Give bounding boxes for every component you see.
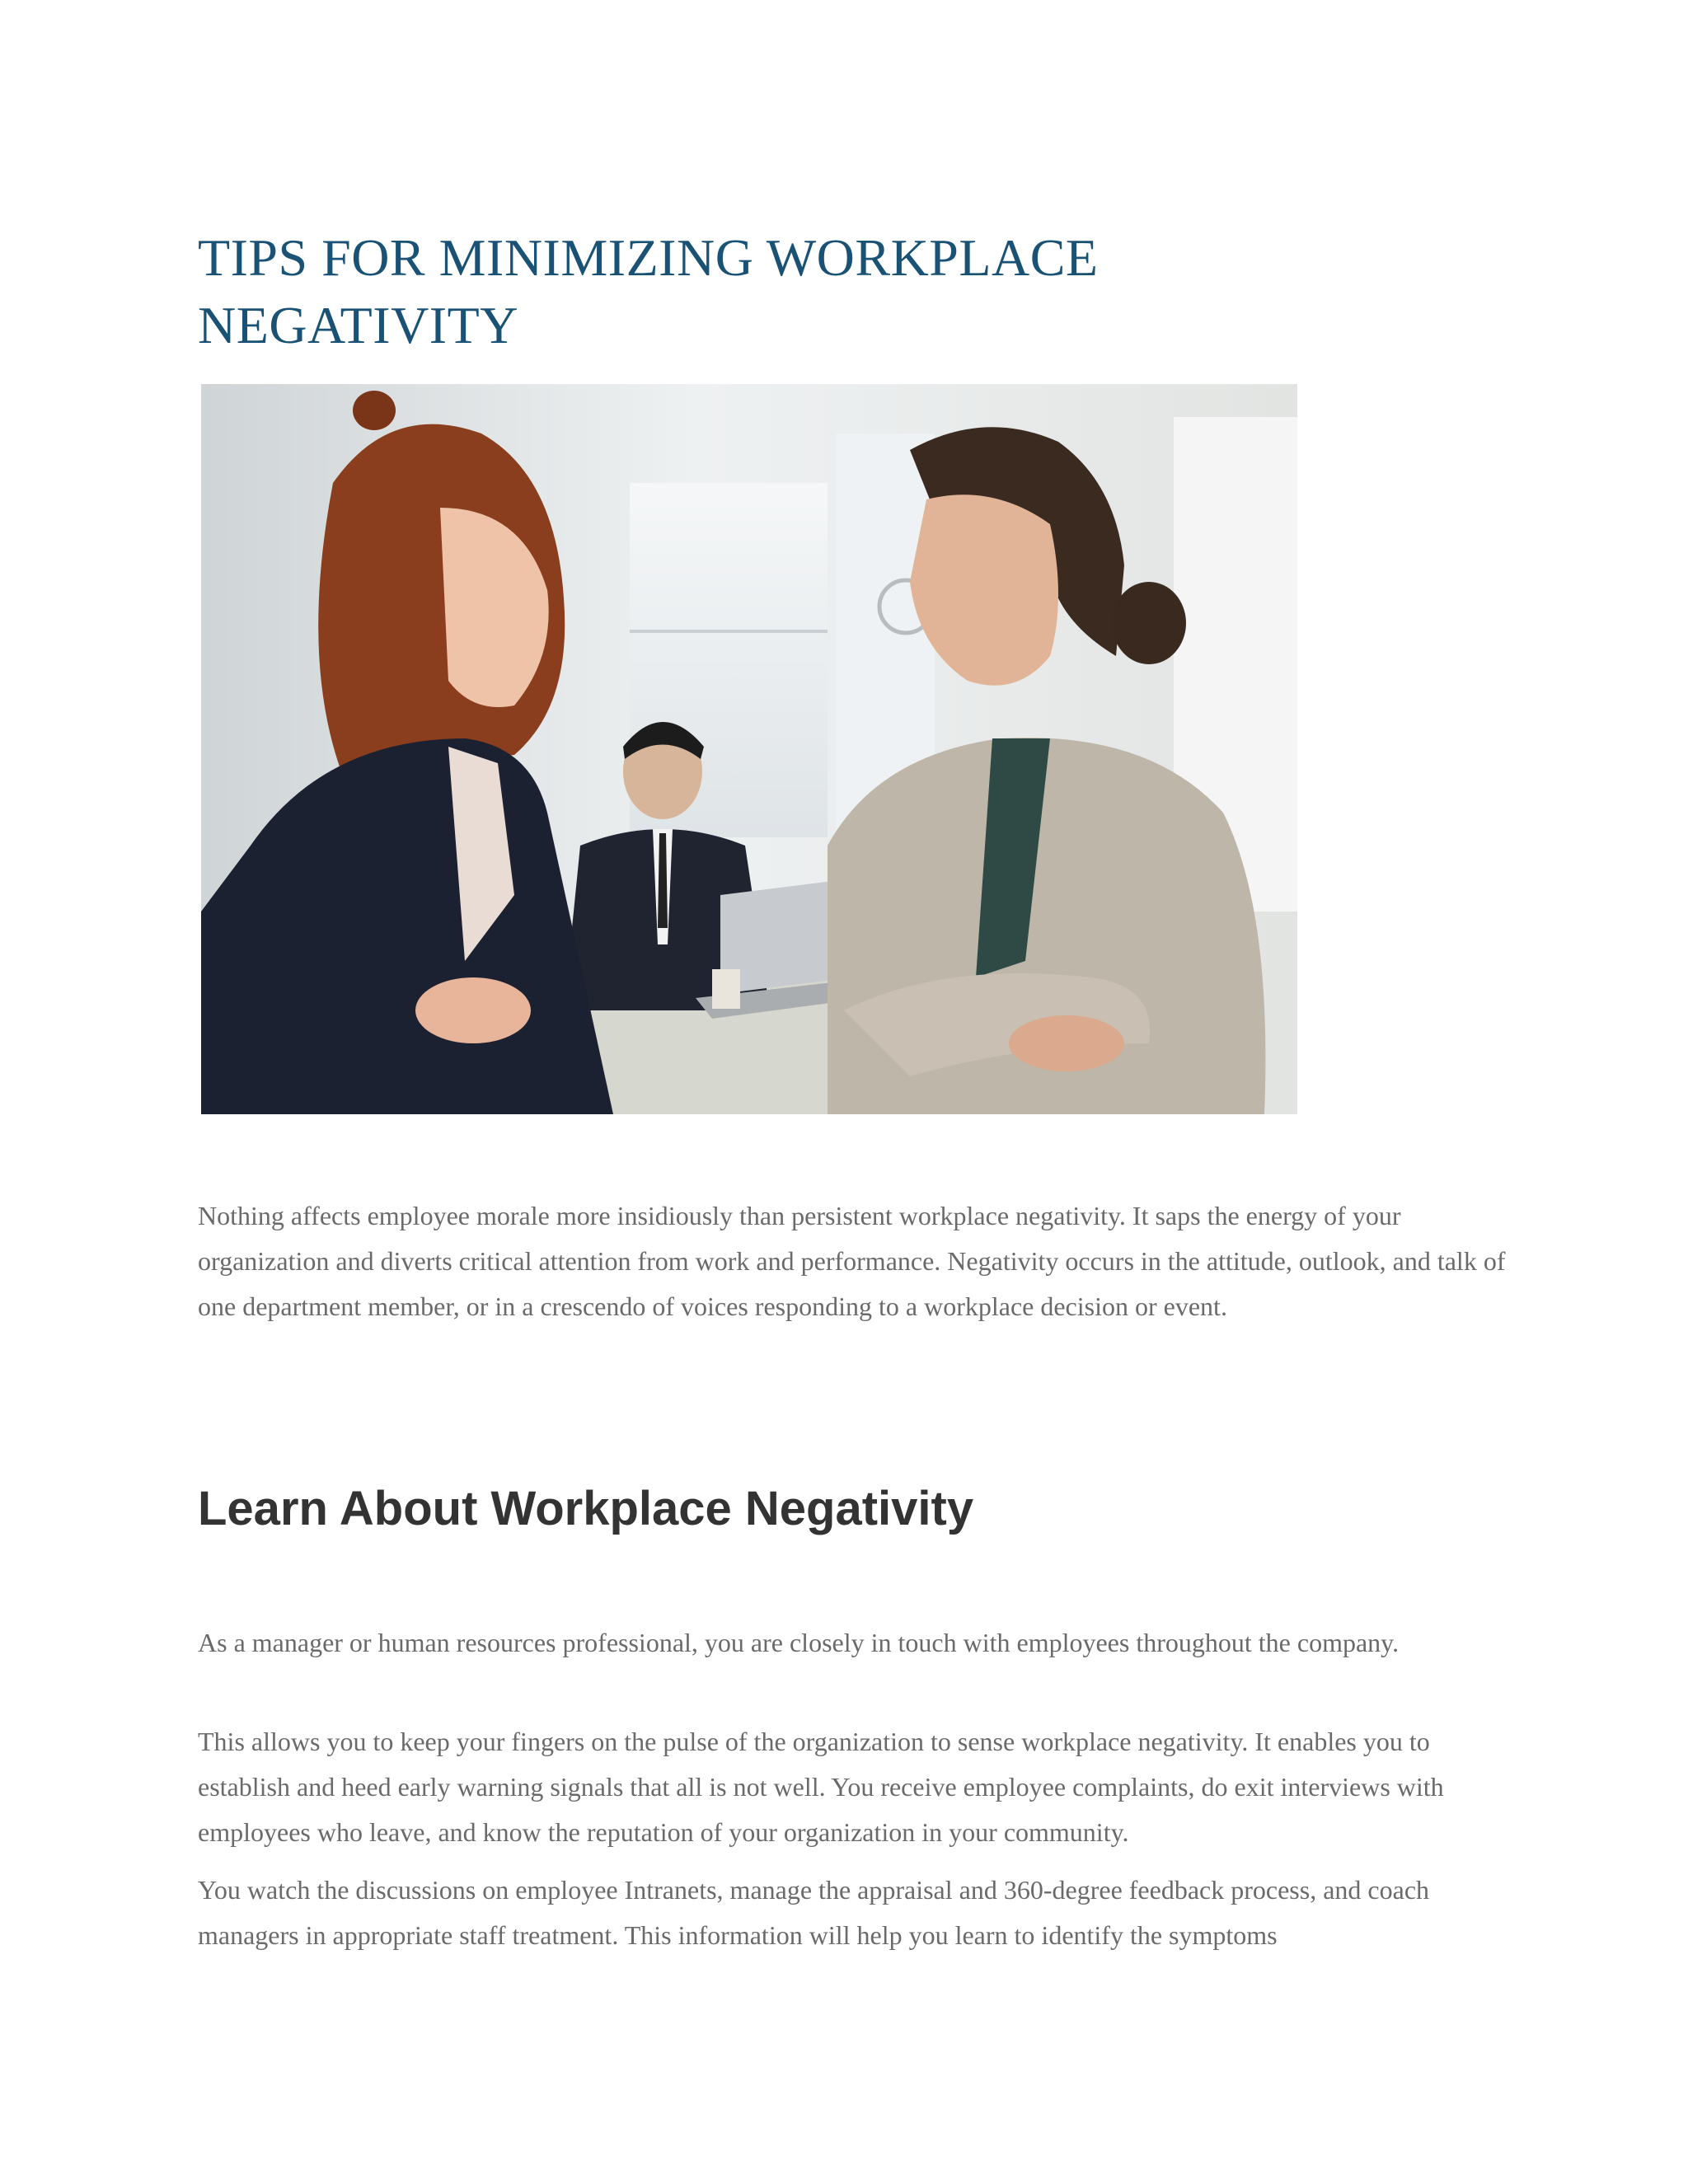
section-heading: Learn About Workplace Negativity <box>198 1482 974 1535</box>
section-paragraph: This allows you to keep your fingers on the pulse of the organization to sense workplace negativity. It enables you to establish and heed early warning signals that all is not well. You receive employee complaints, do exit interviews with employees who leave, and know the reputation of your organization in your community. <box>198 1727 1444 1847</box>
article-photo <box>201 384 1297 1114</box>
page-title: TIPS FOR MINIMIZING WORKPLACE NEGATIVITY <box>198 228 1099 354</box>
section-paragraph: You watch the discussions on employee Intranets, manage the appraisal and 360-degree feedback process, and coach managers in appropriate staff treatment. This information will help you learn to identify the symptoms <box>198 1875 1430 1950</box>
intro-paragraph: Nothing affects employee morale more insidiously than persistent workplace negativity. It saps the energy of your organization and diverts critical attention from work and performance. Negativity occurs in the attitude, outlook, and talk of one department member, or in a crescendo of voices responding to a workplace decision or event. <box>198 1201 1506 1321</box>
section-paragraph: As a manager or human resources professional, you are closely in touch with employees throughout the company. <box>198 1628 1400 1657</box>
photo-illustration <box>201 384 1297 1114</box>
